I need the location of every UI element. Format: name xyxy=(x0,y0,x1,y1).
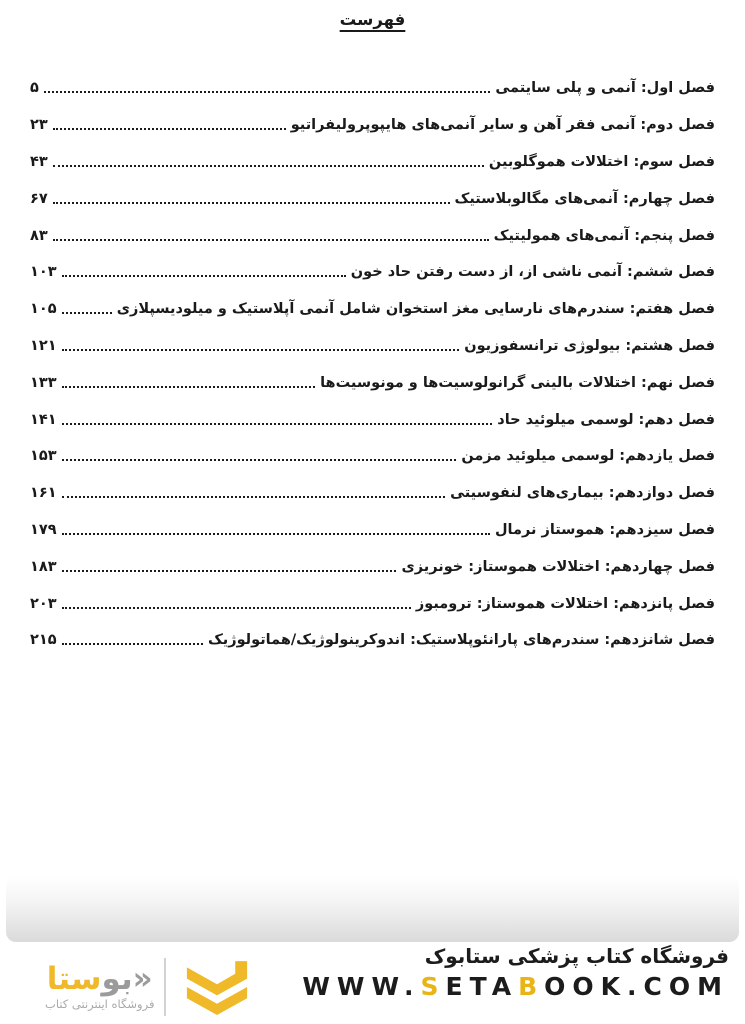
toc-entry xyxy=(30,438,715,475)
dot-leader xyxy=(53,128,286,130)
dot-leader xyxy=(62,607,411,609)
dot-leader xyxy=(62,459,457,461)
chapter-title: فصل یازدهم: لوسمی میلوئید مزمن xyxy=(461,448,715,465)
toc-list xyxy=(30,70,715,659)
dot-leader xyxy=(62,349,460,351)
page-number: ۱۵۳ xyxy=(30,448,57,465)
dot-leader xyxy=(62,386,316,388)
dot-leader xyxy=(53,239,489,241)
page-number: ۱۶۱ xyxy=(30,485,57,502)
footer xyxy=(0,942,745,1024)
logo-kaf-mark: « xyxy=(132,960,153,997)
url-accent-s: S xyxy=(420,972,446,1001)
dot-leader xyxy=(62,643,203,645)
url-part: WWW. xyxy=(302,972,421,1001)
page-number: ۴۳ xyxy=(30,153,48,170)
chapter-title: فصل اول: آنمی و پلی سایتمی xyxy=(495,80,715,97)
chapter-title: فصل هفتم: سندرم‌های نارسایی مغز استخوان شامل آنمی آپلاستیک و میلودیسپلازی xyxy=(116,301,715,318)
dot-leader xyxy=(62,570,397,572)
chapter-title: فصل نهم: اختلالات بالینی گرانولوسیت‌ها و مونوسیت‌ها xyxy=(320,374,715,391)
page-number: ۲۳ xyxy=(30,117,48,134)
chapter-title: فصل دهم: لوسمی میلوئید حاد xyxy=(497,411,715,428)
dot-leader xyxy=(44,91,491,93)
page-title: فهرست xyxy=(339,10,406,29)
toc-entry xyxy=(30,548,715,585)
page-number: ۱۰۵ xyxy=(30,301,57,318)
dot-leader xyxy=(53,202,450,204)
dot-leader xyxy=(53,165,484,167)
toc-entry xyxy=(30,144,715,181)
toc-entry xyxy=(30,180,715,217)
logo-name-yellow: ستا xyxy=(46,960,102,997)
toc-entry xyxy=(30,401,715,438)
page-number: ۱۸۳ xyxy=(30,558,57,575)
toc-entry xyxy=(30,328,715,365)
page-number: ۵ xyxy=(30,80,39,97)
toc-entry xyxy=(30,475,715,512)
chapter-title: فصل سوم: اختلالات هموگلوبین xyxy=(488,153,715,170)
toc-entry xyxy=(30,622,715,659)
toc-entry xyxy=(30,217,715,254)
chapter-title: فصل ششم: آنمی ناشی از، از دست رفتن حاد خون xyxy=(350,264,715,281)
chapter-title: فصل پنجم: آنمی‌های همولیتیک xyxy=(493,227,715,244)
chapter-title: فصل سیزدهم: هموستاز نرمال xyxy=(494,521,715,538)
page-number: ۸۳ xyxy=(30,227,48,244)
toc-entry xyxy=(30,254,715,291)
page-number: ۱۲۱ xyxy=(30,337,57,354)
page-number: ۱۷۹ xyxy=(30,521,57,538)
toc-entry xyxy=(30,364,715,401)
store-url xyxy=(302,972,729,1001)
toc-entry xyxy=(30,585,715,622)
chapter-title: فصل چهاردهم: اختلالات هموستاز: خونریزی xyxy=(401,558,715,575)
page-bottom-gradient xyxy=(6,876,739,942)
url-part: OOK.COM xyxy=(544,972,729,1001)
chapter-title: فصل دوم: آنمی فقر آهن و سایر آنمی‌های هایپوپرولیفراتیو xyxy=(290,117,715,134)
dot-leader xyxy=(62,423,493,425)
page-number: ۶۷ xyxy=(30,190,48,207)
url-accent-b: B xyxy=(518,972,545,1001)
toc-entry xyxy=(30,70,715,107)
chapter-title: فصل دوازدهم: بیماری‌های لنفوسیتی xyxy=(450,485,715,502)
chapter-title: فصل پانزدهم: اختلالات هموستاز: ترومبوز xyxy=(415,595,715,612)
url-part: ETA xyxy=(445,972,519,1001)
store-name-line: فروشگاه کتاب پزشکی ستابوک xyxy=(424,944,729,968)
chapter-title: فصل شانزدهم: سندرم‌های پارانئوپلاستیک: اندوکرینولوژیک/هماتولوژیک xyxy=(207,632,715,649)
toc-entry xyxy=(30,512,715,549)
setabook-logo xyxy=(45,952,258,1022)
chapter-title: فصل هشتم: بیولوژی ترانسفوزیون xyxy=(464,337,715,354)
logo-name-gray: بو xyxy=(101,960,133,997)
page-number: ۱۴۱ xyxy=(30,411,57,428)
toc-entry xyxy=(30,107,715,144)
dot-leader xyxy=(62,496,446,498)
logo-divider xyxy=(164,958,166,1016)
setabook-chevron-icon xyxy=(176,952,258,1022)
page-number: ۲۰۳ xyxy=(30,595,57,612)
dot-leader xyxy=(62,275,346,277)
dot-leader xyxy=(62,533,490,535)
toc-entry xyxy=(30,291,715,328)
page-number: ۱۳۳ xyxy=(30,374,57,391)
logo-tagline: فروشگاه اینترنتی کتاب xyxy=(45,997,155,1012)
page-number: ۱۰۳ xyxy=(30,264,57,281)
page-number: ۲۱۵ xyxy=(30,632,57,649)
dot-leader xyxy=(62,312,112,314)
chapter-title: فصل چهارم: آنمی‌های مگالوبلاستیک xyxy=(454,190,715,207)
setabook-wordmark xyxy=(45,960,155,1012)
footer-store-block xyxy=(302,944,729,1001)
